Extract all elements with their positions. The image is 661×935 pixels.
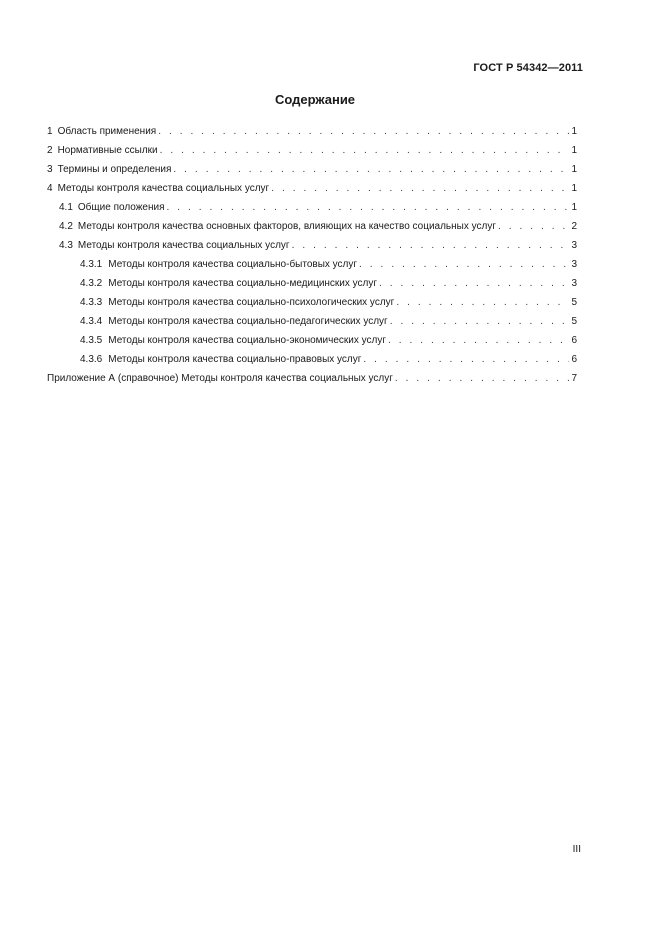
toc-dot-leader — [396, 293, 569, 312]
toc-entry-number: 4.2 — [59, 221, 73, 232]
toc-dot-leader — [173, 160, 569, 179]
toc-entry-number: 4.3.4 — [80, 316, 103, 327]
toc-entry-page: 1 — [571, 145, 577, 156]
toc-entry-page: 1 — [571, 126, 577, 137]
toc-dot-leader — [395, 369, 569, 388]
toc-entry-text: Методы контроля качества социальных услуг — [77, 240, 290, 251]
toc-entry-text: Нормативные ссылки — [57, 145, 158, 156]
toc-dot-leader — [498, 217, 569, 236]
toc-dot-leader — [271, 179, 569, 198]
toc-dot-leader — [167, 198, 570, 217]
toc-entry-page: 5 — [571, 297, 577, 308]
toc-entry[interactable] — [47, 369, 577, 388]
toc-entry-page: 3 — [571, 259, 577, 270]
toc-dot-leader — [158, 122, 569, 141]
page-folio: III — [572, 844, 581, 855]
toc-dot-leader — [359, 255, 569, 274]
toc-entry-number: 4 — [47, 183, 53, 194]
toc-entry-page: 7 — [571, 373, 577, 384]
toc-entry-number: 4.1 — [59, 202, 73, 213]
toc-title: Содержание — [274, 92, 356, 107]
toc-dot-leader — [390, 312, 569, 331]
toc-entry-text: Методы контроля качества социально-бытовых услуг — [108, 259, 358, 270]
toc-entry[interactable] — [47, 198, 577, 217]
toc-entry-number: 2 — [47, 145, 53, 156]
toc-dot-leader — [388, 331, 569, 350]
toc-entry[interactable] — [47, 274, 577, 293]
toc-entry-text: Приложение А (справочное) Методы контроля качества социальных услуг — [47, 373, 393, 384]
toc-entry-text: Методы контроля качества социально-медицинских услуг — [108, 278, 378, 289]
toc-entry-page: 3 — [571, 278, 577, 289]
toc-entry-page: 6 — [571, 335, 577, 346]
toc-entry[interactable] — [47, 312, 577, 331]
toc-entry-page: 1 — [571, 183, 577, 194]
toc-entry-number: 3 — [47, 164, 53, 175]
toc-entry[interactable] — [47, 122, 577, 141]
toc-entry-text: Термины и определения — [57, 164, 172, 175]
toc-entry[interactable] — [47, 350, 577, 369]
toc-entry-text: Методы контроля качества социально-педагогических услуг — [108, 316, 388, 327]
toc-entry[interactable] — [47, 331, 577, 350]
toc-entry-text: Методы контроля качества социально-правовых услуг — [108, 354, 362, 365]
toc-entry-text: Область применения — [57, 126, 157, 137]
toc-entry-number: 4.3.2 — [80, 278, 103, 289]
toc-entry-number: 1 — [47, 126, 53, 137]
toc-entry[interactable] — [47, 293, 577, 312]
toc-entry-number: 4.3.5 — [80, 335, 103, 346]
toc-entry[interactable] — [47, 255, 577, 274]
toc-dot-leader — [160, 141, 569, 160]
toc-entry-number: 4.3.6 — [80, 354, 103, 365]
document-code: ГОСТ Р 54342—2011 — [473, 62, 583, 74]
toc-entry[interactable] — [47, 160, 577, 179]
toc-entry[interactable] — [47, 217, 577, 236]
toc-entry[interactable] — [47, 141, 577, 160]
toc-entry-page: 1 — [571, 202, 577, 213]
toc-dot-leader — [292, 236, 569, 255]
toc-entry-text: Методы контроля качества социально-психологических услуг — [108, 297, 395, 308]
toc-entry[interactable] — [47, 179, 577, 198]
toc-entry[interactable] — [47, 236, 577, 255]
toc-entry-text: Методы контроля качества основных факторов, влияющих на качество социальных услуг — [77, 221, 496, 232]
toc-entry-page: 2 — [571, 221, 577, 232]
toc-entry-page: 3 — [571, 240, 577, 251]
toc-entry-text: Методы контроля качества социально-экономических услуг — [108, 335, 387, 346]
toc-entry-number: 4.3.1 — [80, 259, 103, 270]
toc-entry-text: Методы контроля качества социальных услуг — [57, 183, 270, 194]
table-of-contents — [47, 122, 577, 388]
toc-entry-text: Общие положения — [77, 202, 165, 213]
toc-entry-page: 1 — [571, 164, 577, 175]
toc-dot-leader — [363, 350, 569, 369]
toc-entry-page: 5 — [571, 316, 577, 327]
toc-entry-number: 4.3.3 — [80, 297, 103, 308]
toc-dot-leader — [379, 274, 569, 293]
toc-entry-number: 4.3 — [59, 240, 73, 251]
toc-entry-page: 6 — [571, 354, 577, 365]
